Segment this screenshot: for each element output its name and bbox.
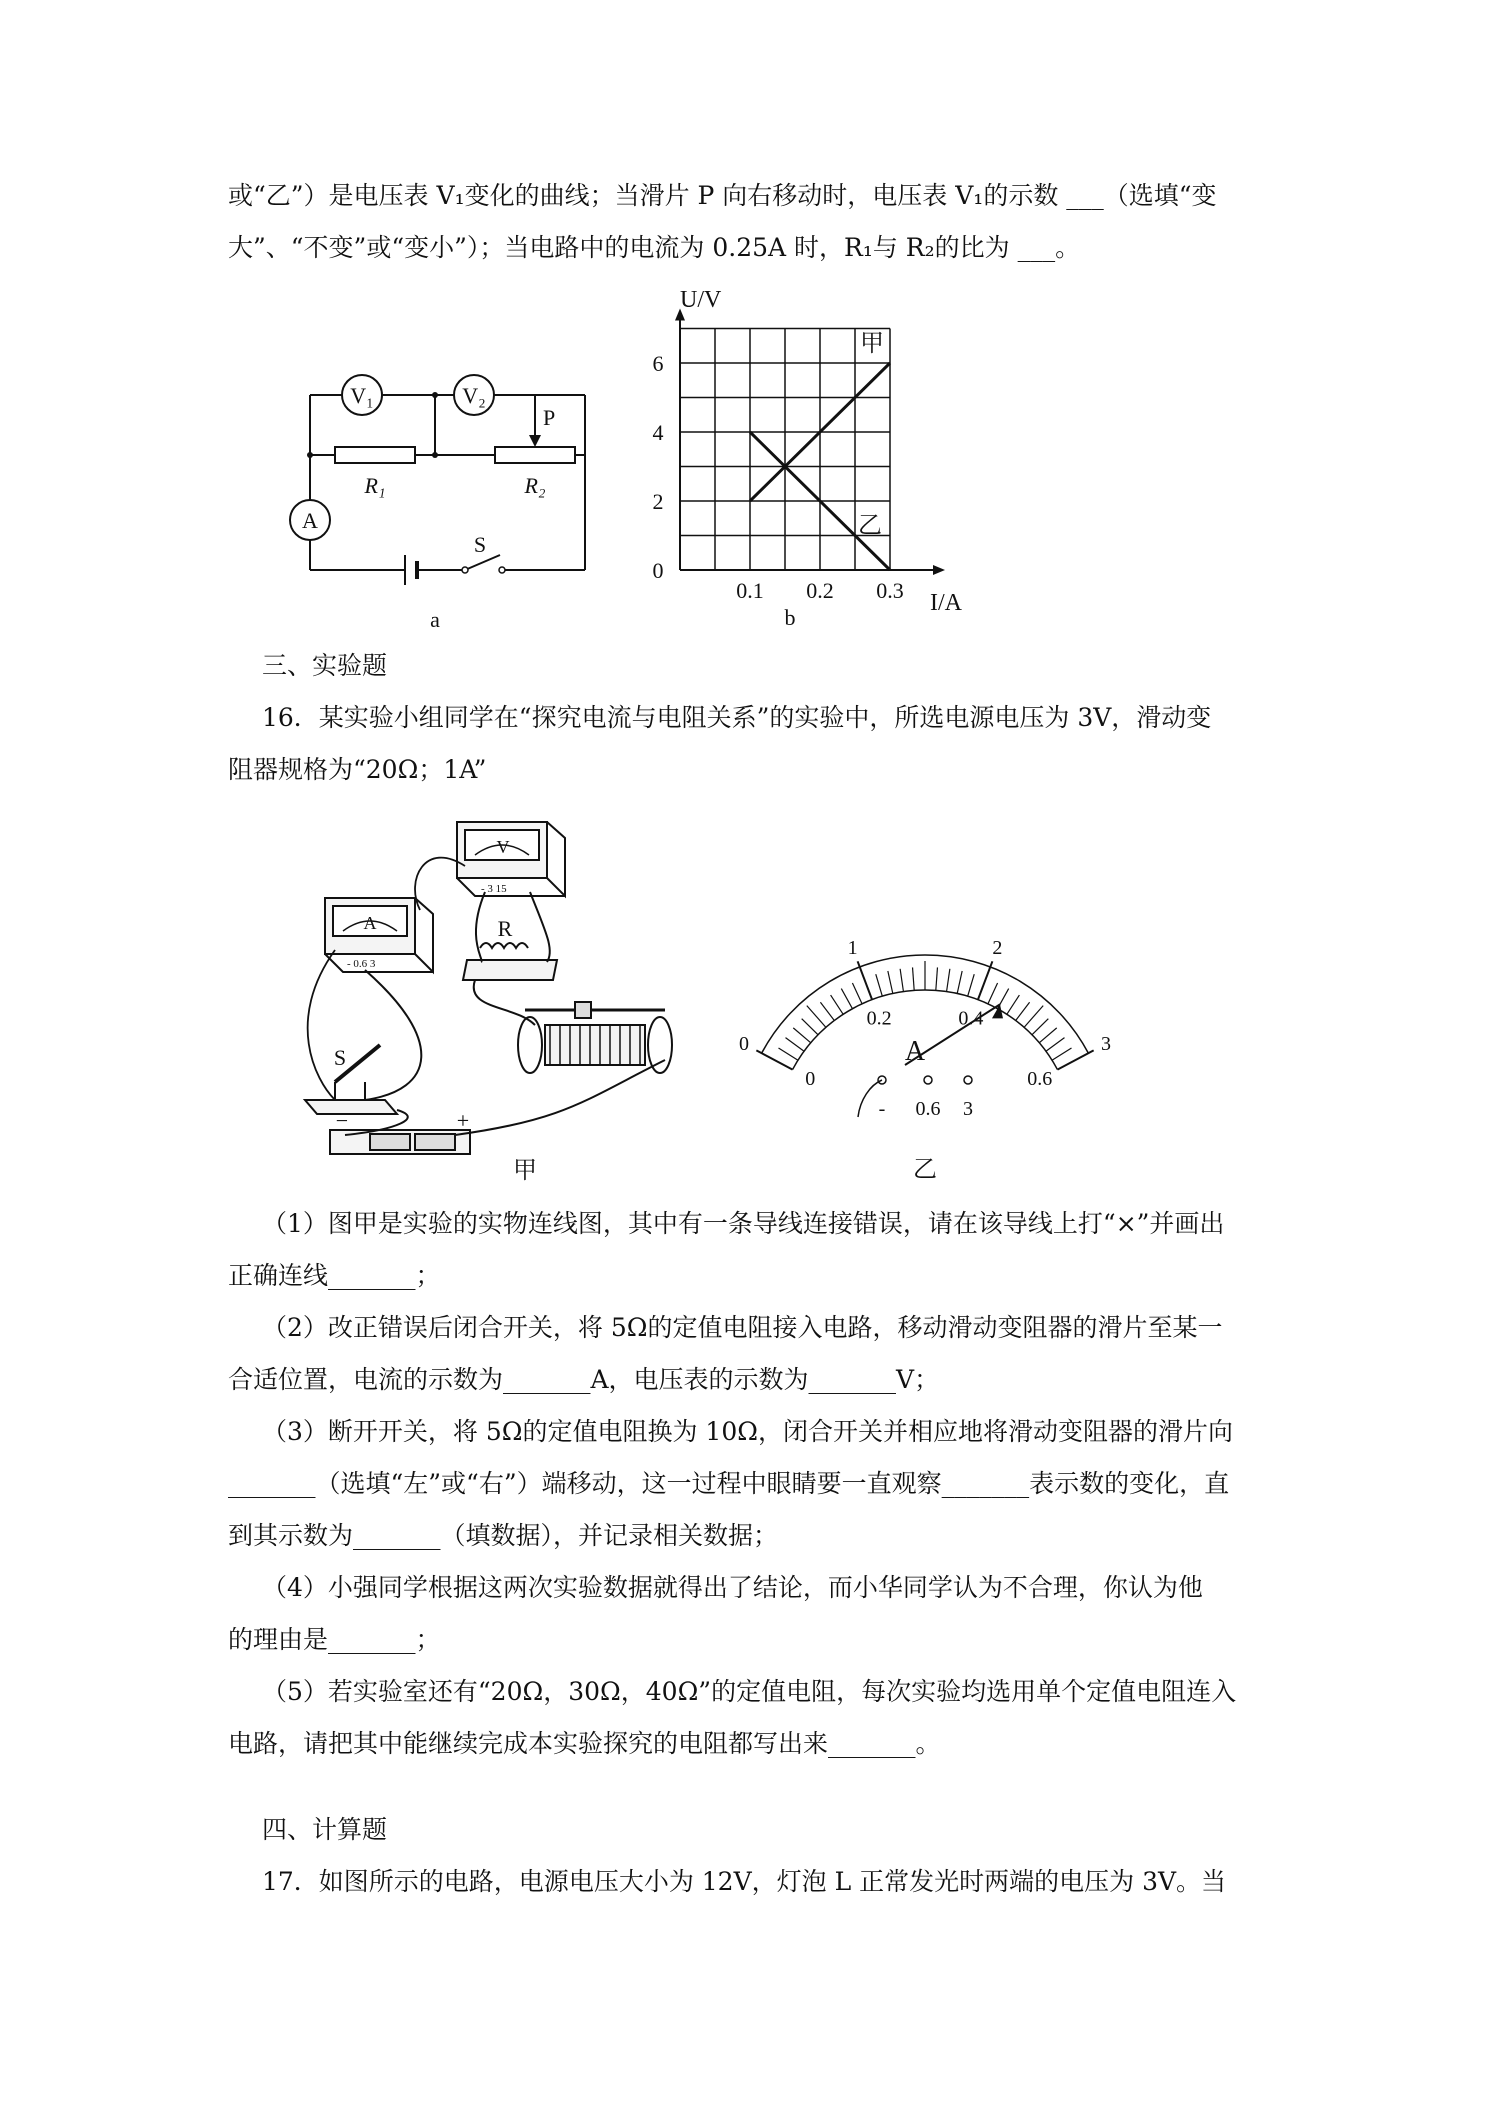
q15-line-2: 大”、“不变”或“变小”）；当电路中的电流为 0.25A 时，R₁与 R₂的比为 ___。 [228, 233, 1081, 262]
resistor-r2 [495, 447, 575, 463]
q16-line-2: 阻器规格为“20Ω；1A” [228, 755, 487, 784]
dial-tick [947, 969, 950, 992]
x-tick-label: 0.3 [876, 578, 904, 603]
q16-p5-line-2: 电路，请把其中能继续完成本实验探究的电阻都写出来_______。 [228, 1729, 941, 1758]
section-4-heading: 四、计算题 [262, 1815, 388, 1844]
q16-line-1: 16．某实验小组同学在“探究电流与电阻关系”的实验中，所选电源电压为 3V，滑动变 [262, 703, 1212, 732]
caption-jia: 甲 [513, 1158, 537, 1184]
dial-meter-symbol: A [904, 1036, 926, 1067]
ammeter-symbol: A [363, 913, 377, 933]
dial-terminal-0-6: 0.6 [915, 1098, 941, 1120]
dial-inner-label: 0.4 [958, 1007, 984, 1030]
dial-inner-label: 0 [805, 1067, 816, 1090]
series-label-yi: 乙 [858, 513, 882, 539]
ammeter-terminals: - 0.6 3 [347, 958, 376, 970]
s-label: S [473, 532, 487, 557]
dial-outer-label: 3 [1101, 1032, 1112, 1055]
dial-tick [968, 974, 975, 996]
dial-tick [1046, 1038, 1065, 1052]
dial-tick [831, 995, 844, 1014]
dial-tick [936, 967, 938, 990]
q16-p1-line-2: 正确连线_______； [228, 1261, 441, 1290]
resistor-r-label: R [497, 916, 513, 941]
caption-a: a [430, 607, 440, 632]
dial-tick [841, 989, 852, 1009]
ui-chart-b [630, 285, 990, 635]
q15-line-1: 或“乙”）是电压表 V₁变化的曲线；当滑片 P 向右移动时，电压表 V₁的示数 ___（选填“变 [228, 181, 1217, 210]
dial-tick [807, 1006, 826, 1028]
dial-tick [1007, 995, 1020, 1014]
q16-p3-line-1: （3）断开开关，将 5Ω的定值电阻换为 10Ω，闭合开关并相应地将滑动变阻器的滑片向 [262, 1417, 1233, 1446]
dial-tick [820, 1002, 834, 1020]
dial-tick [900, 969, 903, 992]
v1-label: V₁ [350, 383, 374, 408]
p-label: P [543, 405, 556, 430]
r1-label: R₁ [364, 473, 386, 498]
dial-tick [793, 1028, 811, 1043]
series-label-jia: 甲 [860, 331, 884, 357]
dial-tick [876, 974, 883, 996]
dial-tick [888, 971, 893, 993]
q16-p2-line-2: 合适位置，电流的示数为_______A，电压表的示数为_______V； [228, 1365, 940, 1394]
q16-p4-line-1: （4）小强同学根据这两次实验数据就得出了结论，而小华同学认为不合理，你认为他 [262, 1573, 1203, 1602]
y-tick-label: 0 [652, 558, 664, 583]
dial-tick [1032, 1019, 1048, 1035]
dial-tick [978, 961, 992, 999]
dial-tick [1024, 1006, 1043, 1028]
y-axis-label: U/V [680, 287, 722, 313]
q16-p1-line-1: （1）图甲是实验的实物连线图，其中有一条导线连接错误，请在该导线上打“×”并画出 [262, 1209, 1225, 1238]
dial-scale [739, 937, 1111, 1090]
circuit-diagram-a [280, 355, 610, 635]
dial-outer-label: 1 [847, 937, 858, 960]
dial-tick [786, 1038, 805, 1052]
voltmeter-terminals: - 3 15 [481, 883, 507, 895]
switch-s-label: S [333, 1045, 347, 1070]
dial-tick [852, 983, 862, 1004]
y-tick-label: 4 [652, 420, 664, 445]
dial-tick [802, 1019, 818, 1035]
q16-p2-line-1: （2）改正错误后闭合开关，将 5Ω的定值电阻接入电路，移动滑动变阻器的滑片至某一 [262, 1313, 1223, 1342]
y-tick-label: 6 [652, 351, 664, 376]
r2-label: R₂ [524, 473, 546, 498]
x-tick-label: 0.1 [736, 578, 764, 603]
ammeter-label: A [302, 508, 318, 533]
resistor-r1 [335, 447, 415, 463]
battery-minus: − [335, 1108, 349, 1133]
dial-terminal-minus: - [878, 1098, 886, 1120]
caption-yi: 乙 [913, 1157, 937, 1183]
dial-tick [858, 961, 872, 999]
dial-tick [779, 1048, 798, 1060]
q16-p3-line-2: _______（选填“左”或“右”）端移动，这一过程中眼睛要一直观察_______表示数的变化，直 [228, 1469, 1230, 1498]
dial-outer-label: 2 [992, 937, 1003, 960]
ammeter-dial-yi [738, 905, 1112, 1195]
dial-tick [1016, 1002, 1030, 1020]
dial-tick [957, 971, 962, 993]
x-axis-arrow [933, 565, 945, 575]
caption-b: b [784, 605, 796, 630]
x-axis-label: I/A [930, 590, 962, 616]
q17-line-1: 17．如图所示的电路，电源电压大小为 12V，灯泡 L 正常发光时两端的电压为 3V。当 [262, 1867, 1227, 1896]
section-3-heading: 三、实验题 [262, 651, 388, 680]
dial-inner-label: 0.6 [1027, 1067, 1053, 1090]
dial-tick [988, 983, 998, 1004]
dial-inner-label: 0.2 [866, 1007, 892, 1030]
battery-plus: + [456, 1108, 470, 1133]
dial-outer-label: 0 [738, 1032, 749, 1055]
chart-ticks [653, 351, 904, 603]
q16-p3-line-3: 到其示数为_______（填数据），并记录相关数据； [228, 1521, 779, 1550]
dial-terminal-3: 3 [963, 1098, 973, 1120]
v2-label: V₂ [462, 383, 486, 408]
x-tick-label: 0.2 [806, 578, 834, 603]
y-tick-label: 2 [652, 489, 664, 514]
apparatus-figure-jia [285, 800, 765, 1185]
voltmeter-symbol: V [496, 837, 510, 857]
dial-tick [1039, 1028, 1057, 1043]
dial-tick [1052, 1048, 1071, 1060]
q16-p5-line-1: （5）若实验室还有“20Ω，30Ω，40Ω”的定值电阻，每次实验均选用单个定值电阻连入 [262, 1677, 1237, 1706]
q16-p4-line-2: 的理由是_______； [228, 1625, 441, 1654]
dial-tick [913, 967, 915, 990]
